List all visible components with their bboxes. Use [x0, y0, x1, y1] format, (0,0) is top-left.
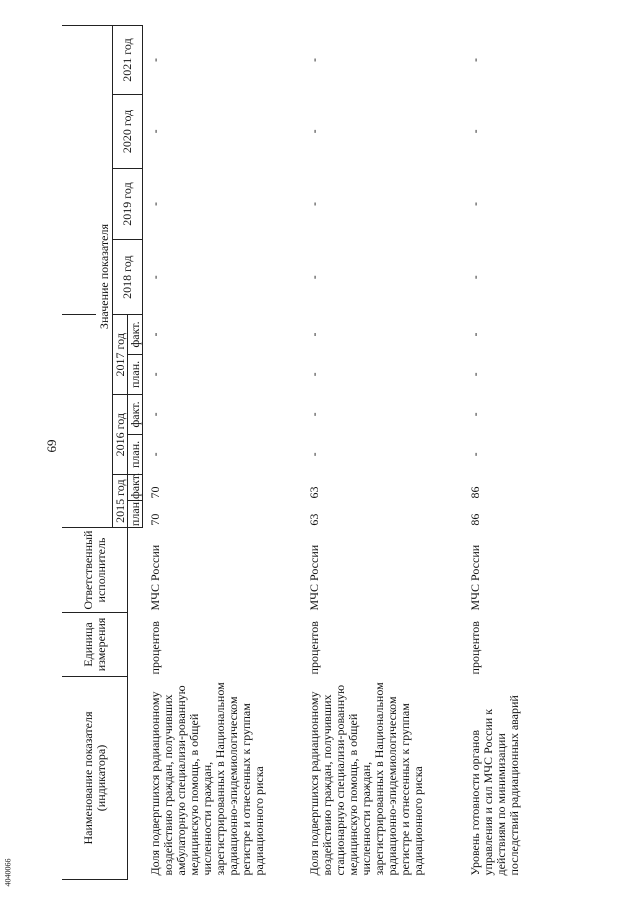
plan-2017: - [307, 372, 321, 377]
value-2021: - [468, 58, 482, 62]
fact-2015: 63 [307, 486, 321, 499]
plan-2016: - [148, 452, 162, 457]
header-2019: 2019 год [113, 168, 143, 239]
value-2021: - [148, 58, 162, 62]
indicator-table [62, 25, 602, 880]
value-2021: - [307, 58, 321, 62]
value-2019: - [468, 202, 482, 207]
fact-2017: - [148, 332, 162, 337]
value-2020: - [307, 129, 321, 134]
value-2018: - [468, 275, 482, 280]
indicator-responsible: МЧС России [147, 544, 162, 611]
header-fact-2015: факт. [127, 472, 142, 500]
indicator-name: Уровень готовности органов управления и сил МЧС России к действиям по минимизации последствий радиационных аварий [468, 695, 521, 876]
header-2020: 2020 год [113, 95, 143, 169]
indicator-unit: процентов [307, 621, 321, 675]
header-fact-2017: факт. [128, 315, 143, 354]
header-name: Наименование показателя (индикатора) [62, 676, 128, 879]
document-code: 4040066 [3, 858, 13, 887]
plan-2015: 86 [468, 513, 482, 526]
indicator-name: Доля подвергшихся радиационному воздействию граждан, получивших стационарную специализи-рованную медицинскую помощь, в общей численности граждан, зарегистрированных в Национальном радиационно-эпидемиологическом регистре и отнесенных к группам радиационного риска [307, 682, 425, 876]
header-2017: 2017 год [113, 315, 128, 395]
header-responsible: Ответственный исполнитель [62, 528, 128, 613]
header-2015: 2015 год [113, 475, 128, 528]
plan-2017: - [468, 372, 482, 377]
fact-2017: - [307, 332, 321, 337]
fact-2016: - [148, 412, 162, 417]
header-2021: 2021 год [113, 26, 143, 95]
table-row [302, 26, 463, 880]
header-plan-2017: план. [128, 354, 143, 395]
header-2018: 2018 год [113, 240, 143, 315]
header-value: Значение показателя [96, 26, 113, 528]
page-number: 69 [44, 439, 59, 453]
indicator-unit: процентов [468, 621, 482, 675]
fact-2015: 70 [148, 486, 162, 499]
indicator-responsible: МЧС России [468, 544, 482, 611]
plan-2016: - [468, 452, 482, 457]
table-row [143, 26, 303, 880]
header-plan-2016: план. [128, 434, 143, 475]
rotated-page [62, 25, 618, 880]
value-2018: - [148, 275, 162, 280]
fact-2017: - [468, 332, 482, 337]
value-2020: - [148, 129, 162, 134]
value-2020: - [468, 129, 482, 134]
plan-2015: 63 [307, 513, 321, 526]
header-unit: Единица измерения [62, 612, 128, 676]
header-plan-2015: план. [127, 498, 142, 527]
indicator-name: Доля подвергшихся радиационному воздействию граждан, получивших амбулаторную специализи-рованную медицинскую помощь, в общей численности граждан, зарегистрированных в Национальном радиационно-эпидемиологическом регистре и отнесенных к группам радиационного риска [147, 682, 266, 876]
plan-2017: - [148, 372, 162, 377]
fact-2016: - [468, 412, 482, 417]
fact-2015: 86 [468, 486, 482, 499]
table-row [463, 26, 602, 880]
plan-2016: - [307, 452, 321, 457]
header-2016: 2016 год [113, 395, 128, 475]
indicator-unit: процентов [147, 621, 162, 675]
value-2019: - [307, 202, 321, 207]
indicator-responsible: МЧС России [307, 544, 321, 611]
header-fact-2016: факт. [128, 395, 143, 434]
value-2018: - [307, 275, 321, 280]
fact-2016: - [307, 412, 321, 417]
value-2019: - [148, 202, 162, 207]
plan-2015: 70 [148, 513, 162, 526]
